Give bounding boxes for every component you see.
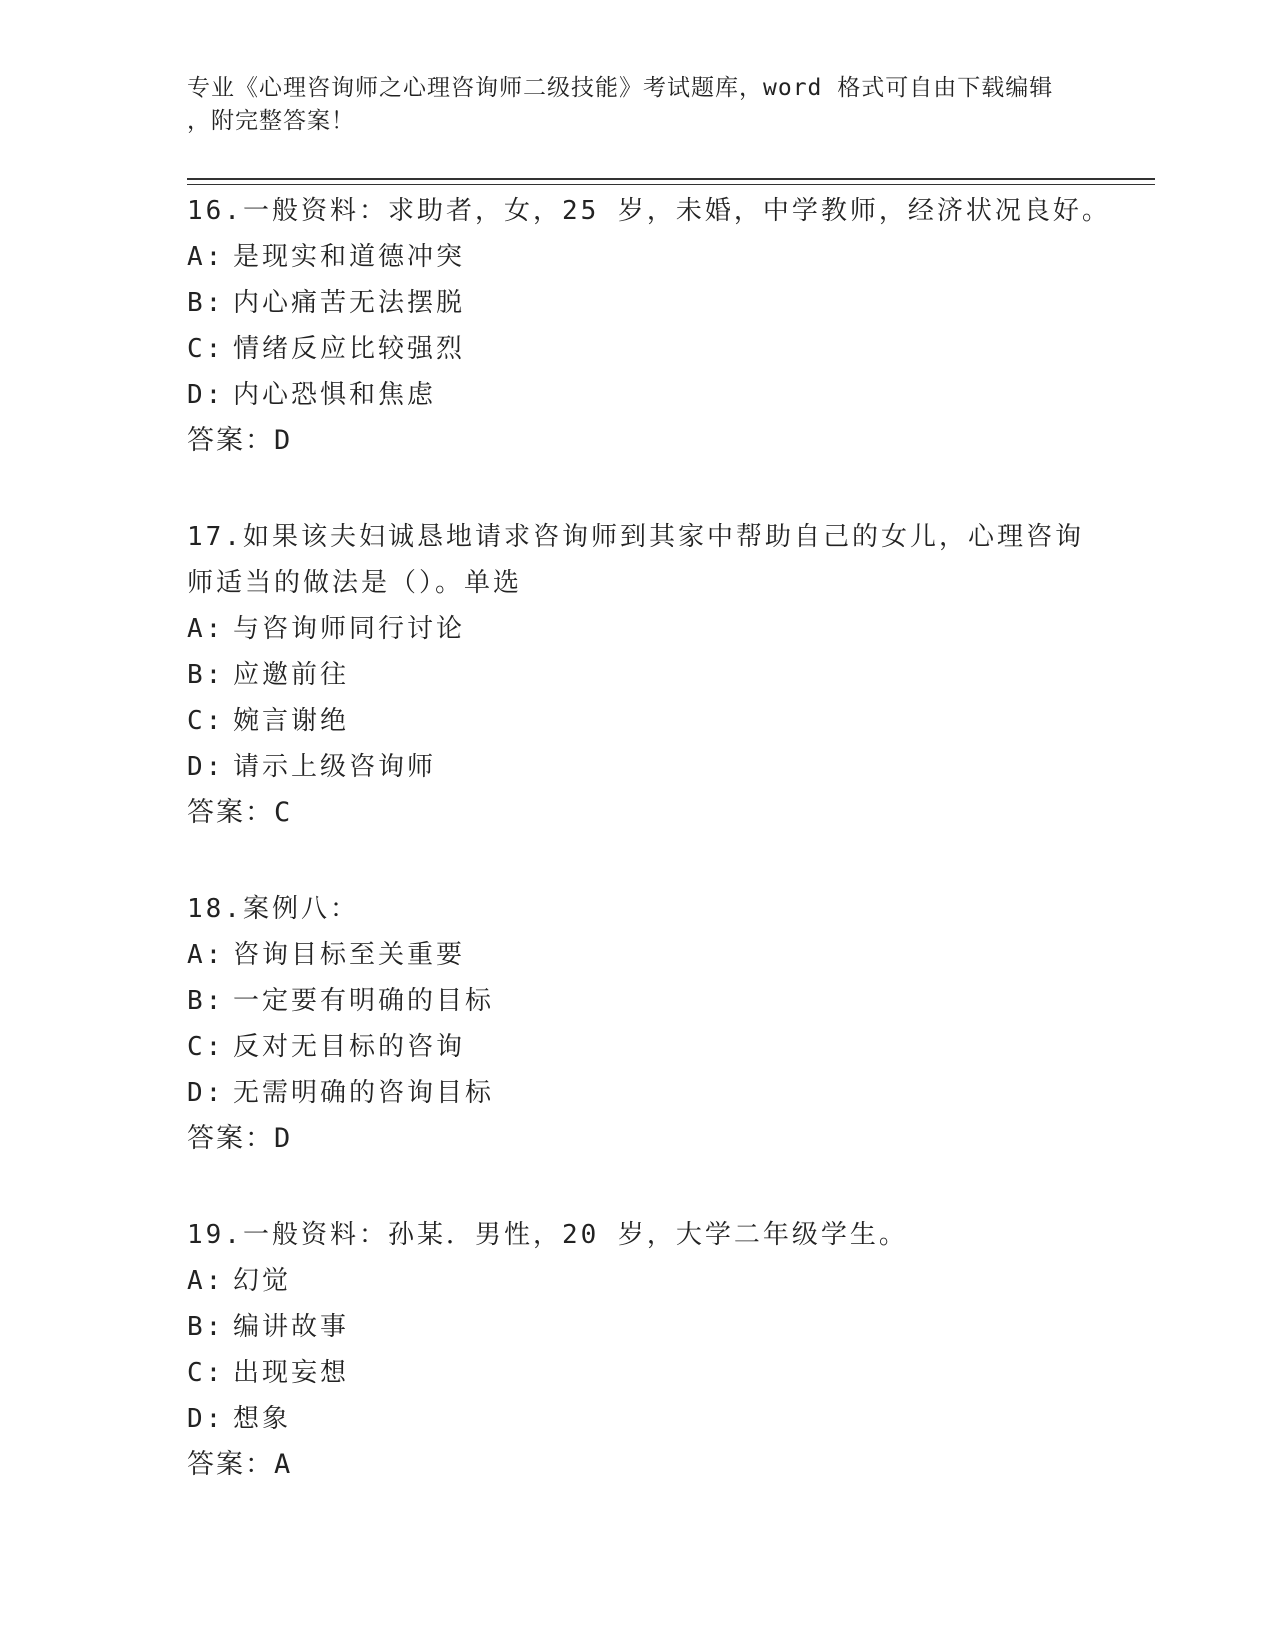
option-b (187, 978, 1087, 1024)
option-text: 内心痛苦无法摆脱 (233, 288, 466, 318)
question-stem-line: 16.一般资料：求助者，女，25 岁，未婚，中学教师，经济状况良好。 (187, 196, 1111, 226)
option-letter: B: (187, 288, 225, 318)
question-17 (187, 514, 1087, 836)
answer-line (187, 1442, 1087, 1488)
answer-label: 答案： (187, 797, 274, 828)
answer-value: A (274, 1449, 291, 1480)
question-stem-line: 17.如果该夫妇诚恳地请求咨询师到其家中帮助自己的女儿，心理咨询 (187, 522, 1084, 552)
question-19 (187, 1212, 1087, 1488)
option-letter: D: (187, 1404, 225, 1434)
option-letter: B: (187, 986, 225, 1016)
answer-line (187, 418, 1087, 464)
option-text: 出现妄想 (233, 1358, 350, 1388)
answer-line (187, 1116, 1087, 1162)
option-c (187, 698, 1087, 744)
answer-line (187, 790, 1087, 836)
question-16 (187, 188, 1111, 464)
header-line-1: 专业《心理咨询师之心理咨询师二级技能》考试题库，word 格式可自由下载编辑 (187, 75, 1054, 101)
option-text: 婉言谢绝 (233, 706, 350, 736)
option-letter: D: (187, 380, 225, 410)
header-divider-thin (187, 184, 1155, 185)
option-b (187, 652, 1087, 698)
question-list (187, 188, 1111, 1538)
option-d (187, 372, 1087, 418)
option-text: 咨询目标至关重要 (233, 940, 466, 970)
option-text: 无需明确的咨询目标 (233, 1078, 495, 1108)
question-stem (187, 886, 1087, 932)
option-text: 请示上级咨询师 (233, 752, 437, 782)
option-letter: A: (187, 940, 225, 970)
option-letter: B: (187, 660, 225, 690)
option-c (187, 1024, 1087, 1070)
answer-label: 答案： (187, 425, 274, 456)
option-letter: A: (187, 1266, 225, 1296)
option-letter: C: (187, 1032, 225, 1062)
answer-value: C (274, 797, 291, 828)
option-a (187, 932, 1087, 978)
option-letter: C: (187, 706, 225, 736)
option-b (187, 280, 1087, 326)
option-a (187, 606, 1087, 652)
option-c (187, 1350, 1087, 1396)
option-text: 内心恐惧和焦虑 (233, 380, 437, 410)
option-letter: B: (187, 1312, 225, 1342)
question-stem-line: 18.案例八： (187, 894, 359, 924)
option-text: 编讲故事 (233, 1312, 350, 1342)
question-stem (187, 188, 1111, 234)
option-letter: C: (187, 1358, 225, 1388)
option-text: 反对无目标的咨询 (233, 1032, 466, 1062)
answer-value: D (274, 1123, 291, 1154)
option-text: 应邀前往 (233, 660, 350, 690)
answer-label: 答案： (187, 1123, 274, 1154)
answer-label: 答案： (187, 1449, 274, 1480)
option-text: 想象 (233, 1404, 292, 1434)
option-a (187, 1258, 1087, 1304)
option-d (187, 1396, 1087, 1442)
option-d (187, 1070, 1087, 1116)
question-stem-line: 师适当的做法是（）。单选 (187, 568, 523, 598)
option-letter: C: (187, 334, 225, 364)
question-18 (187, 886, 1087, 1162)
option-letter: D: (187, 752, 225, 782)
option-text: 幻觉 (233, 1266, 292, 1296)
option-letter: A: (187, 614, 225, 644)
option-text: 情绪反应比较强烈 (233, 334, 466, 364)
option-a (187, 234, 1087, 280)
question-stem (187, 1212, 1087, 1258)
header-line-2: ，附完整答案！ (187, 108, 355, 134)
option-d (187, 744, 1087, 790)
header-divider-thick (187, 178, 1155, 180)
option-text: 是现实和道德冲突 (233, 242, 466, 272)
option-letter: A: (187, 242, 225, 272)
question-stem-line: 19.一般资料：孙某．男性，20 岁，大学二年级学生。 (187, 1220, 908, 1250)
option-letter: D: (187, 1078, 225, 1108)
option-c (187, 326, 1087, 372)
answer-value: D (274, 425, 291, 456)
option-b (187, 1304, 1087, 1350)
option-text: 与咨询师同行讨论 (233, 614, 466, 644)
document-header (187, 72, 1067, 138)
option-text: 一定要有明确的目标 (233, 986, 495, 1016)
question-stem (187, 514, 1087, 606)
